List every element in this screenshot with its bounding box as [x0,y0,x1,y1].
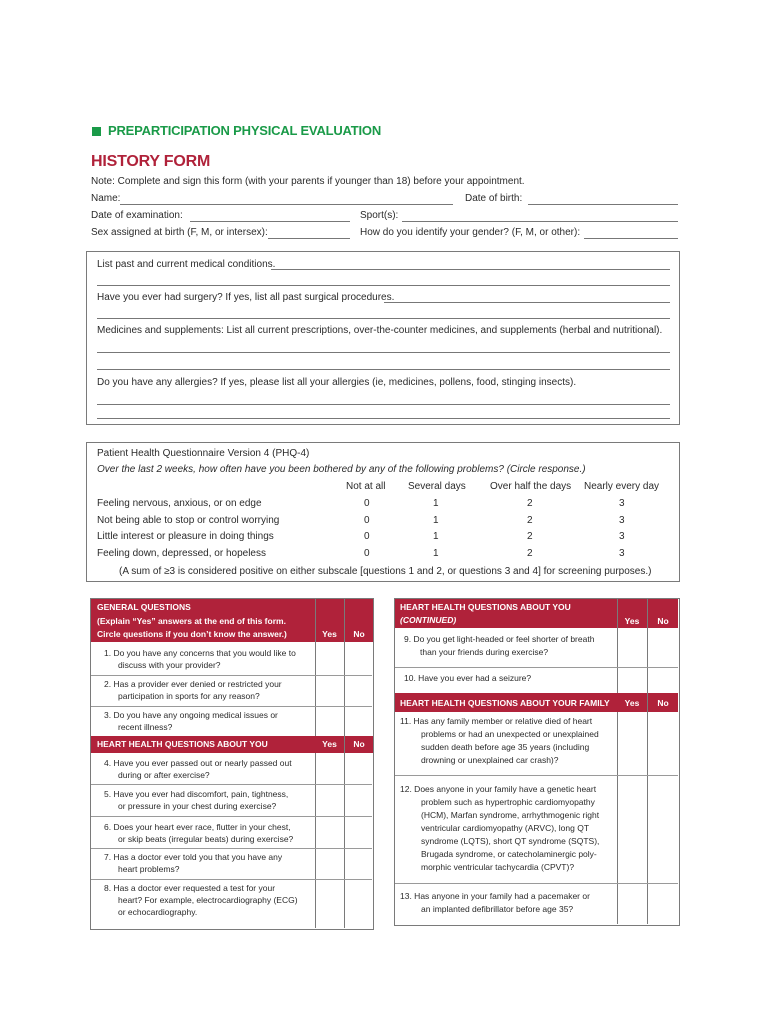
question-12-cont-3: ventricular cardiomyopathy (ARVC), long QT [421,823,590,833]
heart-family-header-label: HEART HEALTH QUESTIONS ABOUT YOUR FAMILY [400,698,610,708]
sports-field[interactable] [402,221,678,222]
gender-field[interactable] [584,238,678,239]
row-divider [91,816,372,817]
right-col-divider-1 [617,599,618,924]
gender-label: How do you identify your gender? (F, M, or other): [360,227,581,238]
row-divider [91,879,372,880]
heart-you-header-label: HEART HEALTH QUESTIONS ABOUT YOU [97,739,268,749]
general-no-label: No [353,629,365,639]
question-12-cont-4: syndrome (LQTS), short QT syndrome (SQTS), [421,836,600,846]
sports-label: Sport(s): [360,210,399,221]
row-divider [91,675,372,676]
question-13: 13. Has anyone in your family had a pacemaker or [400,891,590,901]
general-header-line-2: (Explain “Yes” answers at the end of this form. [97,616,286,626]
surgery-field-2[interactable] [97,318,670,319]
question-2: 2. Has a provider ever denied or restricted your [104,679,282,689]
phq4-row-1-score-2[interactable]: 2 [527,498,533,509]
question-12-cont-6: morphic ventricular tachycardia (CPVT)? [421,862,575,872]
question-1: 1. Do you have any concerns that you would like to [104,648,296,658]
question-12-cont-5: Brugada syndrome, or catecholaminergic poly- [421,849,597,859]
question-6: 6. Does your heart ever race, flutter in your chest, [104,822,291,832]
heart-continued-yes-label: Yes [624,616,640,626]
row-divider [91,706,372,707]
question-8: 8. Has a doctor ever requested a test for your [104,883,276,893]
phq4-row-4-score-3[interactable]: 3 [619,548,625,559]
general-header-line-3: Circle questions if you don’t know the answer.) [97,629,287,639]
allergies-label: Do you have any allergies? If yes, please list all your allergies (ie, medicines, pollens, food, stinging insects). [97,377,577,388]
exam-date-label: Date of examination: [91,210,183,221]
phq4-footnote: (A sum of ≥3 is considered positive on either subscale [questions 1 and 2, or questions 3 and 4] for screening purposes.) [119,566,652,577]
phq4-col-several-days: Several days [408,481,466,492]
question-11-cont: problems or had an unexpected or unexplained [421,729,599,739]
phq4-row-1-score-0[interactable]: 0 [364,498,370,509]
question-7: 7. Has a doctor ever told you that you have any [104,852,283,862]
question-11: 11. Has any family member or relative died of heart [400,716,593,726]
question-4: 4. Have you ever passed out or nearly passed out [104,758,292,768]
heart-continued-header-line-1: HEART HEALTH QUESTIONS ABOUT YOU [400,602,571,612]
row-divider [395,667,678,668]
surgery-field[interactable] [384,302,670,303]
phq4-row-1-score-1[interactable]: 1 [433,498,439,509]
section-title: PREPARTICIPATION PHYSICAL EVALUATION [108,123,382,138]
section-bullet-icon [92,127,101,136]
question-12: 12. Does anyone in your family have a genetic heart [400,784,597,794]
sex-field[interactable] [268,238,350,239]
row-divider [91,848,372,849]
name-field[interactable] [120,204,453,205]
phq4-row-3-label: Little interest or pleasure in doing things [97,531,274,542]
phq4-col-not-at-all: Not at all [346,481,386,492]
question-11-cont-2: sudden death before age 35 years (including [421,742,590,752]
phq4-col-nearly-every-day: Nearly every day [584,481,660,492]
phq4-row-3-score-2[interactable]: 2 [527,531,533,542]
heart-family-yes-label: Yes [624,698,640,708]
exam-date-field[interactable] [190,221,350,222]
name-label: Name: [91,193,121,204]
sex-label: Sex assigned at birth (F, M, or intersex): [91,227,268,238]
question-2-cont: participation in sports for any reason? [118,691,260,701]
phq4-row-2-score-0[interactable]: 0 [364,515,370,526]
heart-continued-header-line-2: (CONTINUED) [400,615,457,625]
question-9-cont: than your friends during exercise? [420,647,549,657]
question-3-cont: recent illness? [118,722,173,732]
allergies-field[interactable] [97,404,670,405]
phq4-row-3-score-0[interactable]: 0 [364,531,370,542]
phq4-instruction: Over the last 2 weeks, how often have you been bothered by any of the following problems? (Circle response.) [97,464,586,475]
dob-label: Date of birth: [465,193,523,204]
form-title: HISTORY FORM [91,153,211,170]
phq4-title: Patient Health Questionnaire Version 4 (PHQ-4) [97,448,310,459]
phq4-row-1-score-3[interactable]: 3 [619,498,625,509]
question-6-cont: or skip beats (irregular beats) during exercise? [118,834,294,844]
phq4-row-4-score-1[interactable]: 1 [433,548,439,559]
row-divider [91,784,372,785]
phq4-box [86,442,680,582]
question-4-cont: during or after exercise? [118,770,210,780]
question-10: 10. Have you ever had a seizure? [404,673,532,683]
phq4-row-4-label: Feeling down, depressed, or hopeless [97,548,266,559]
question-9: 9. Do you get light-headed or feel shorter of breath [404,634,595,644]
row-divider [395,775,678,776]
question-5-cont: or pressure in your chest during exercise? [118,801,277,811]
heart-family-no-label: No [657,698,669,708]
heart-you-no-label: No [353,739,365,749]
question-8-cont-2: or echocardiography. [118,907,198,917]
medicines-field[interactable] [97,352,670,353]
phq4-row-1-label: Feeling nervous, anxious, or on edge [97,498,262,509]
question-5: 5. Have you ever had discomfort, pain, tightness, [104,789,289,799]
question-11-cont-3: drowning or unexplained car crash)? [421,755,559,765]
conditions-field-2[interactable] [97,285,670,286]
question-13-cont: an implanted defibrillator before age 35? [421,904,574,914]
medicines-label: Medicines and supplements: List all current prescriptions, over-the-counter medicines, and supplements (herbal and nutritional). [97,325,663,336]
phq4-row-2-label: Not being able to stop or control worrying [97,515,280,526]
dob-field[interactable] [528,204,678,205]
general-header-line-1: GENERAL QUESTIONS [97,602,191,612]
phq4-row-3-score-3[interactable]: 3 [619,531,625,542]
allergies-field-2[interactable] [97,418,670,419]
right-col-divider-2 [647,599,648,924]
row-divider [395,883,678,884]
question-12-cont: problem such as hypertrophic cardiomyopathy [421,797,595,807]
conditions-field[interactable] [271,269,670,270]
phq4-row-4-score-0[interactable]: 0 [364,548,370,559]
heart-you-yes-label: Yes [322,739,337,749]
phq4-row-4-score-2[interactable]: 2 [527,548,533,559]
question-12-cont-2: (HCM), Marfan syndrome, arrhythmogenic right [421,810,600,820]
conditions-label: List past and current medical conditions. [97,259,276,270]
phq4-row-3-score-1[interactable]: 1 [433,531,439,542]
phq4-row-2-score-3[interactable]: 3 [619,515,625,526]
question-3: 3. Do you have any ongoing medical issues or [104,710,278,720]
question-8-cont: heart? For example, electrocardiography (ECG) [118,895,298,905]
medicines-field-2[interactable] [97,369,670,370]
phq4-col-over-half: Over half the days [490,481,572,492]
question-1-cont: discuss with your provider? [118,660,221,670]
surgery-label: Have you ever had surgery? If yes, list all past surgical procedures. [97,292,395,303]
heart-continued-no-label: No [657,616,669,626]
form-note: Note: Complete and sign this form (with your parents if younger than 18) before your appointment. [91,176,525,187]
phq4-row-2-score-1[interactable]: 1 [433,515,439,526]
general-yes-label: Yes [322,629,337,639]
phq4-row-2-score-2[interactable]: 2 [527,515,533,526]
question-7-cont: heart problems? [118,864,180,874]
medical-history-box [86,251,680,425]
